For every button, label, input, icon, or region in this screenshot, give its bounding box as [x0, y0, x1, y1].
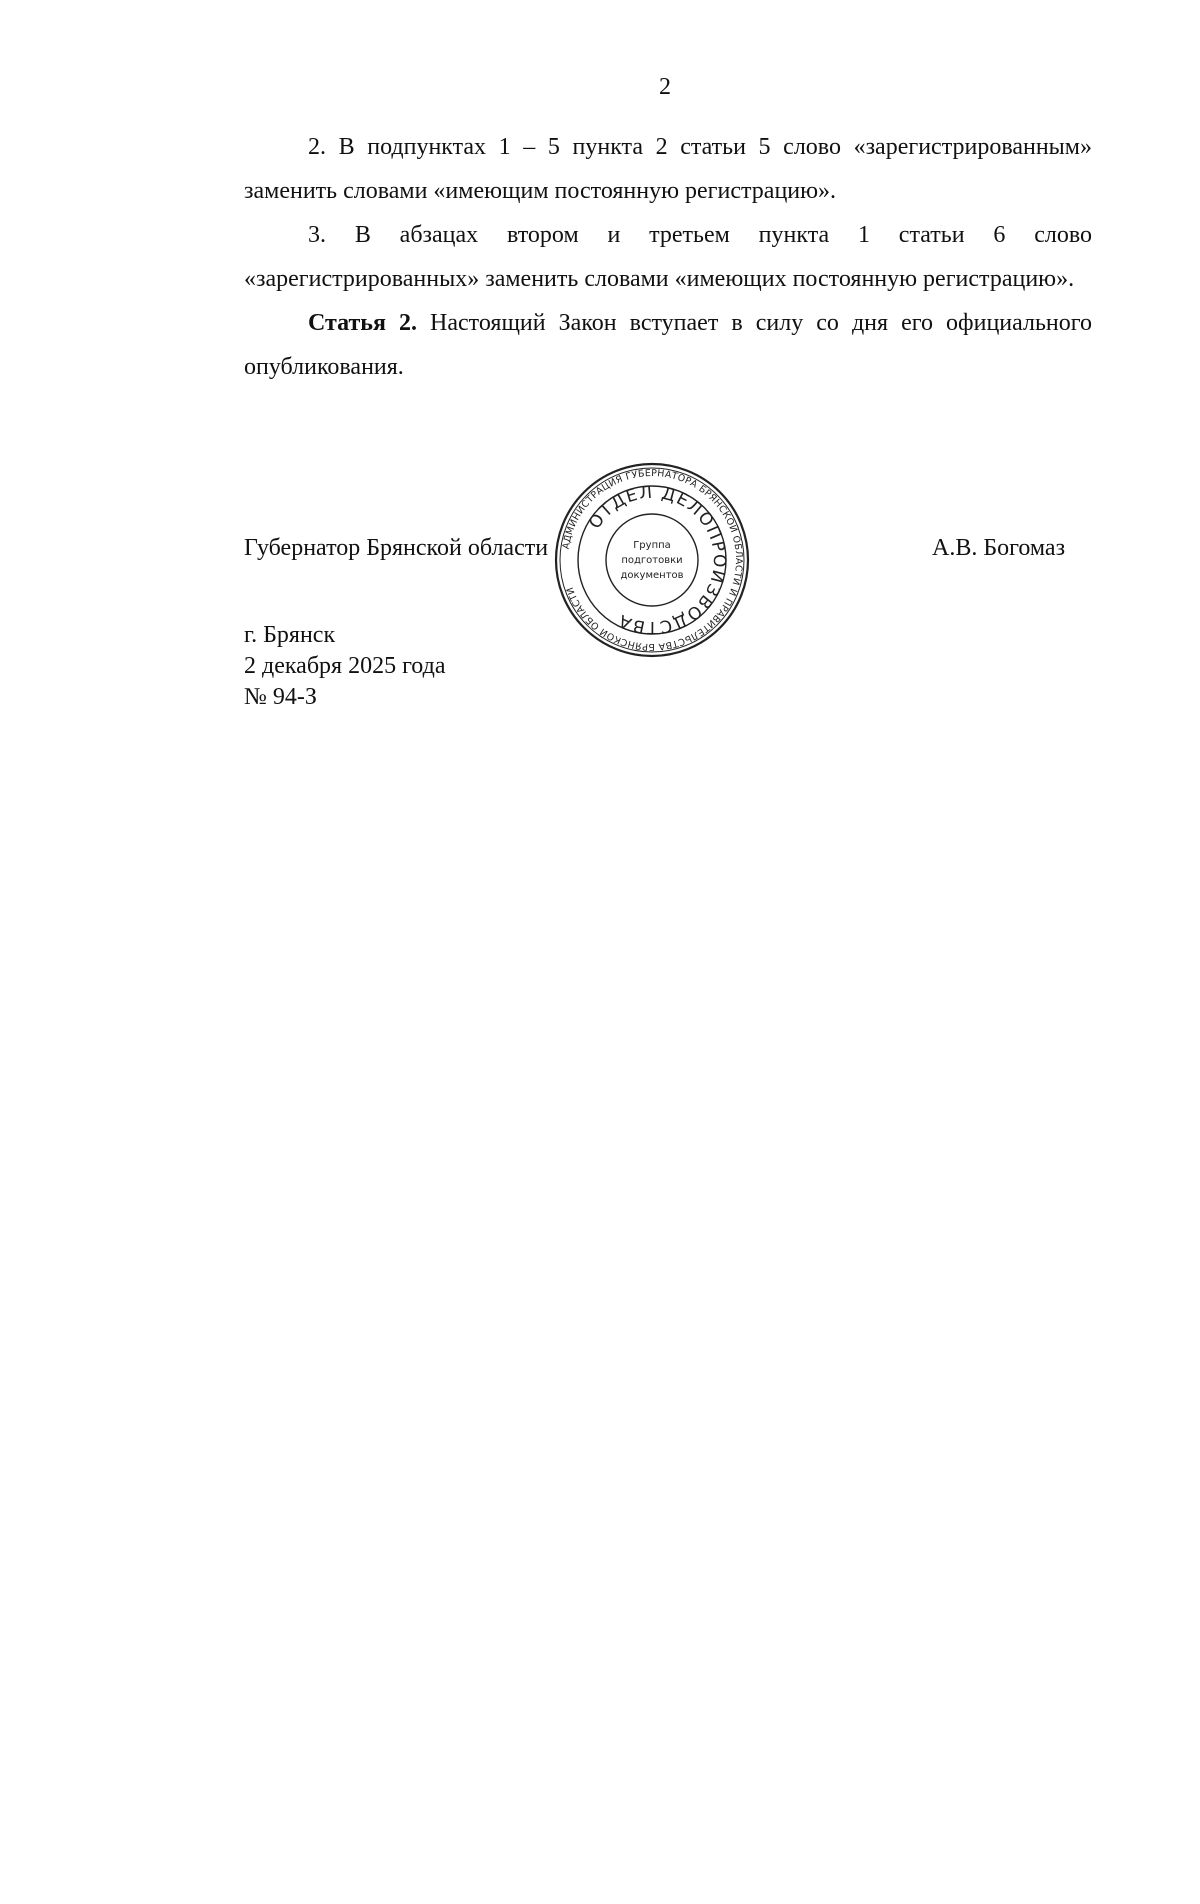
page-number: 2: [659, 74, 671, 100]
official-stamp: [552, 460, 752, 660]
paragraph-text: 3. В абзацах втором и третьем пункта 1 статьи 6 слово «зарегистрированных» заменить словами «имеющих постоянную регистрацию».: [244, 222, 1092, 292]
city-label: г. Брянск: [244, 622, 336, 648]
paragraph-text: Настоящий Закон вступает в силу со дня его официального опубликования.: [244, 310, 1092, 380]
article-label: Статья 2.: [308, 310, 417, 336]
stamp-center-line: подготовки: [621, 555, 683, 566]
paragraph-item-3: [244, 213, 1092, 301]
stamp-middle-text: ОТДЕЛ ДЕЛОПРОИЗВОДСТВА: [585, 482, 730, 638]
stamp-center-line: Группа: [633, 540, 671, 551]
paragraph-text: 2. В подпунктах 1 – 5 пункта 2 статьи 5 слово «зарегистрированным» заменить словами «имеющим постоянную регистрацию».: [244, 134, 1092, 204]
paragraph-item-2: [244, 125, 1092, 213]
article-2-paragraph: [244, 301, 1092, 389]
stamp-center-line: документов: [620, 570, 684, 581]
signatory-title: Губернатор Брянской области: [244, 535, 549, 561]
law-number: № 94-З: [244, 684, 317, 710]
document-body: [244, 125, 1092, 389]
stamp-outer-text: АДМИНИСТРАЦИЯ ГУБЕРНАТОРА БРЯНСКОЙ ОБЛАСТИ И ПРАВИТЕЛЬСТВА БРЯНСКОЙ ОБЛАСТИ: [560, 467, 745, 653]
place-date-number: [244, 620, 445, 713]
date-label: 2 декабря 2025 года: [244, 653, 446, 679]
signatory-name: А.В. Богомаз: [932, 535, 1066, 561]
